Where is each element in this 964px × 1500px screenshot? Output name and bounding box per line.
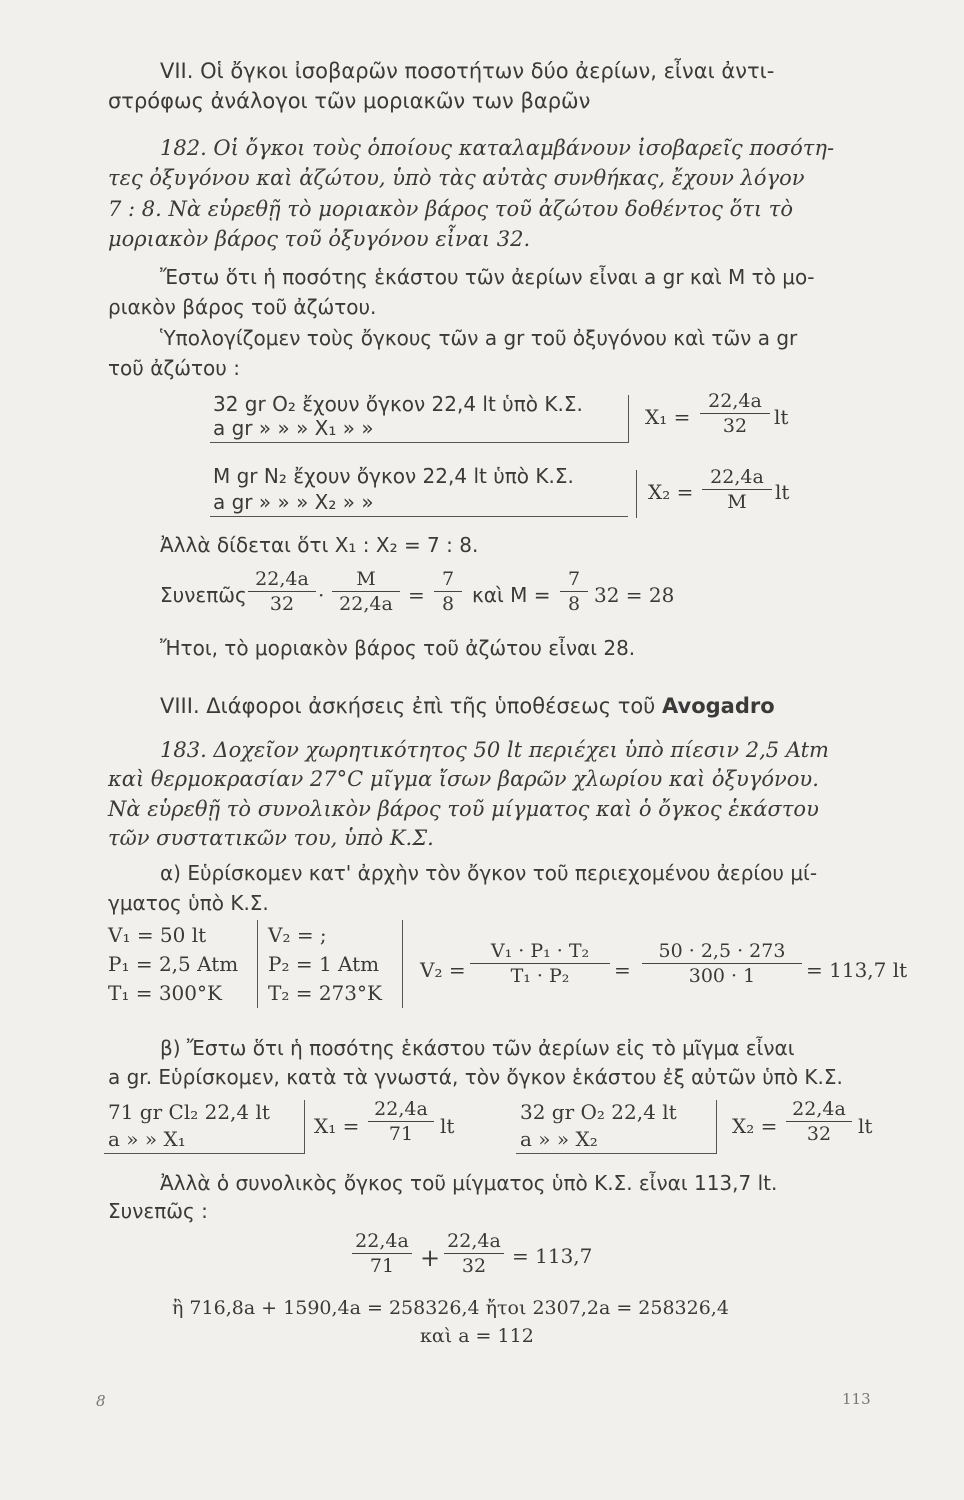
fraction-denominator: 8 bbox=[567, 593, 581, 615]
fraction-bar bbox=[560, 591, 588, 592]
fraction-denominator: M bbox=[727, 491, 747, 513]
x1-label: X₁ = bbox=[645, 405, 691, 429]
consequently-label: Συνεπῶς bbox=[160, 583, 247, 607]
fraction-bar bbox=[702, 489, 772, 490]
fraction-denominator: 32 bbox=[722, 415, 748, 437]
fraction-numerator: 22,4a bbox=[374, 1098, 428, 1120]
p2-value: P₂ = 1 Atm bbox=[268, 952, 380, 976]
section-8-title-text: VIII. Διάφοροι ἀσκήσεις ἐπὶ τῆς ὑποθέσεως τοῦ bbox=[160, 694, 656, 718]
oxygen-row-1: 32 gr O₂ 22,4 lt bbox=[520, 1100, 677, 1124]
problem-183-line-3: Νὰ εὑρεθῇ τὸ συνολικὸν βάρος τοῦ μίγματος καὶ ὁ ὄγκος ἑκάστου bbox=[108, 797, 819, 821]
unit-lt: lt bbox=[440, 1114, 455, 1138]
fraction-numerator: 22,4a bbox=[792, 1098, 846, 1120]
fraction-bar bbox=[444, 1253, 504, 1254]
fraction-denominator: 8 bbox=[441, 593, 455, 615]
chlorine-fraction bbox=[368, 1098, 434, 1145]
problem-182-line-4: μοριακὸν βάρος τοῦ ὀξυγόνου εἶναι 32. bbox=[108, 227, 531, 251]
equals-sign: = bbox=[408, 583, 425, 607]
table-divider bbox=[716, 1100, 717, 1154]
p1-value: P₁ = 2,5 Atm bbox=[108, 952, 239, 976]
unit-lt: lt bbox=[775, 480, 790, 504]
problem-183-line-1: 183. Δοχεῖον χωρητικότητος 50 lt περιέχει ὑπὸ πίεσιν 2,5 Atm bbox=[160, 738, 829, 762]
gas-law-fraction bbox=[470, 940, 610, 987]
fraction-denominator: 32 bbox=[806, 1123, 832, 1145]
problem-182-line-3: 7 : 8. Νὰ εὑρεθῇ τὸ μοριακὸν βάρος τοῦ ἀζώτου δοθέντος ὅτι τὸ bbox=[108, 197, 794, 221]
v2-value: V₂ = ; bbox=[268, 923, 327, 947]
table-divider bbox=[304, 1100, 305, 1154]
fraction-denominator: 22,4a bbox=[339, 593, 393, 615]
section-7-title-line-1: VII. Οἱ ὄγκοι ἰσοβαρῶν ποσοτήτων δύο ἀερίων, εἶναι ἀντι- bbox=[160, 59, 775, 83]
solution-182-line-3: Ὑπολογίζομεν τοὺς ὄγκους τῶν a gr τοῦ ὀξυγόνου καὶ τῶν a gr bbox=[160, 326, 798, 350]
solution-183-b-line-1: β) Ἔστω ὅτι ἡ ποσότης ἑκάστου τῶν ἀερίων εἰς τὸ μῖγμα εἶναι bbox=[160, 1036, 795, 1060]
footer-left-mark: 8 bbox=[96, 1392, 106, 1410]
answer-183: καὶ a = 112 bbox=[420, 1325, 534, 1347]
sum-result: = 113,7 bbox=[512, 1244, 593, 1268]
gas-law-result: = 113,7 lt bbox=[806, 958, 908, 982]
answer-182: Ἤτοι, τὸ μοριακὸν βάρος τοῦ ἀζώτου εἶναι 28. bbox=[160, 636, 636, 660]
solution-182-line-4: τοῦ ἀζώτου : bbox=[108, 356, 240, 380]
fraction-numerator: 22,4a bbox=[710, 466, 764, 488]
x2-label: X₂ = bbox=[732, 1114, 778, 1138]
oxygen-row-2: a » » X₂ bbox=[520, 1127, 598, 1151]
fraction-numerator: 50 · 2,5 · 273 bbox=[658, 940, 786, 962]
section-8-title-bold: Avogadro bbox=[662, 694, 775, 718]
equation-fraction-2 bbox=[332, 568, 400, 615]
solution-183-a-line-2: γματος ὑπὸ Κ.Σ. bbox=[108, 891, 269, 915]
unit-lt: lt bbox=[774, 405, 789, 429]
t2-value: T₂ = 273°K bbox=[268, 981, 382, 1005]
sum-fraction-1 bbox=[352, 1230, 412, 1277]
fraction-denominator: T₁ · P₂ bbox=[510, 965, 570, 987]
solution-183-a-line-1: α) Εὑρίσκομεν κατ' ἀρχὴν τὸν ὄγκον τοῦ περιεχομένου ἀερίου μί- bbox=[160, 861, 818, 885]
fraction-bar bbox=[470, 963, 610, 964]
fraction-numerator: 22,4a bbox=[355, 1230, 409, 1252]
t1-value: T₁ = 300°K bbox=[108, 981, 222, 1005]
fraction-numerator: 22,4a bbox=[255, 568, 309, 590]
table-divider bbox=[257, 920, 258, 1008]
nitrogen-volume-row-2: a gr » » » X₂ » » bbox=[213, 490, 374, 514]
fraction-bar bbox=[368, 1121, 434, 1122]
fraction-bar bbox=[700, 413, 770, 414]
equation-fraction-3 bbox=[434, 568, 462, 615]
table-underline bbox=[210, 442, 628, 443]
fraction-numerator: M bbox=[356, 568, 376, 590]
chlorine-row-1: 71 gr Cl₂ 22,4 lt bbox=[108, 1100, 270, 1124]
ratio-given-line: Ἀλλὰ δίδεται ὅτι X₁ : X₂ = 7 : 8. bbox=[160, 533, 479, 557]
table-divider bbox=[636, 470, 637, 518]
fraction-bar bbox=[434, 591, 462, 592]
x1-fraction bbox=[700, 390, 770, 437]
fraction-numerator: 7 bbox=[567, 568, 581, 590]
problem-182-line-2: τες ὀξυγόνου καὶ ἀζώτου, ὑπὸ τὰς αὐτὰς συνθήκας, ἔχουν λόγον bbox=[108, 166, 805, 190]
consequently-line: Συνεπῶς : bbox=[108, 1199, 208, 1223]
chlorine-row-2: a » » X₁ bbox=[108, 1127, 186, 1151]
fraction-numerator: 22,4a bbox=[447, 1230, 501, 1252]
total-volume-line: Ἀλλὰ ὁ συνολικὸς ὄγκος τοῦ μίγματος ὑπὸ Κ.Σ. εἶναι 113,7 lt. bbox=[160, 1171, 778, 1195]
fraction-numerator: 22,4a bbox=[708, 390, 762, 412]
equation-fraction-4 bbox=[560, 568, 588, 615]
oxygen-volume-row-1: 32 gr O₂ ἔχουν ὄγκον 22,4 lt ὑπὸ Κ.Σ. bbox=[213, 392, 583, 416]
x2-fraction bbox=[702, 466, 772, 513]
equation-fraction-1 bbox=[248, 568, 316, 615]
solution-182-line-2: ριακὸν βάρος τοῦ ἀζώτου. bbox=[108, 295, 377, 319]
solution-182-line-1: Ἔστω ὅτι ἡ ποσότης ἑκάστου τῶν ἀερίων εἶναι a gr καὶ M τὸ μο- bbox=[160, 265, 815, 289]
fraction-numerator: 7 bbox=[441, 568, 455, 590]
oxygen-volume-row-2: a gr » » » X₁ » » bbox=[213, 416, 374, 440]
and-m-equals: καὶ M = bbox=[472, 583, 551, 607]
section-8-title bbox=[160, 693, 775, 719]
multiply-dot: · bbox=[318, 583, 325, 607]
x2-label: X₂ = bbox=[648, 480, 694, 504]
sum-fraction-2 bbox=[444, 1230, 504, 1277]
fraction-numerator: V₁ · P₁ · T₂ bbox=[490, 940, 590, 962]
fraction-denominator: 300 · 1 bbox=[688, 965, 756, 987]
fraction-bar bbox=[248, 591, 316, 592]
problem-183-line-4: τῶν συστατικῶν του, ὑπὸ Κ.Σ. bbox=[108, 826, 434, 850]
problem-183-line-2: καὶ θερμοκρασίαν 27°C μῖγμα ἴσων βαρῶν χλωρίου καὶ ὀξυγόνου. bbox=[108, 767, 819, 791]
table-underline bbox=[516, 1153, 716, 1154]
equals-sign: = bbox=[614, 958, 631, 982]
unit-lt: lt bbox=[858, 1114, 873, 1138]
table-divider bbox=[402, 920, 403, 1008]
table-divider bbox=[628, 395, 629, 443]
v1-value: V₁ = 50 lt bbox=[108, 923, 207, 947]
equation-result: 32 = 28 bbox=[594, 583, 675, 607]
plus-sign: + bbox=[420, 1244, 441, 1272]
nitrogen-volume-row-1: M gr N₂ ἔχουν ὄγκον 22,4 lt ὑπὸ Κ.Σ. bbox=[213, 464, 574, 488]
fraction-bar bbox=[332, 591, 400, 592]
fraction-denominator: 32 bbox=[269, 593, 295, 615]
v2-equals: V₂ = bbox=[420, 958, 466, 982]
fraction-bar bbox=[642, 963, 802, 964]
solution-183-b-line-2: a gr. Εὑρίσκομεν, κατὰ τὰ γνωστά, τὸν ὄγκον ἑκάστου ἐξ αὐτῶν ὑπὸ Κ.Σ. bbox=[108, 1065, 843, 1089]
fraction-denominator: 71 bbox=[369, 1255, 395, 1277]
fraction-bar bbox=[352, 1253, 412, 1254]
gas-law-values-fraction bbox=[642, 940, 802, 987]
section-7-title-line-2: στρόφως ἀνάλογοι τῶν μοριακῶν των βαρῶν bbox=[108, 89, 591, 113]
oxygen-fraction bbox=[786, 1098, 852, 1145]
problem-182-line-1: 182. Οἱ ὄγκοι τοὺς ὁποίους καταλαμβάνουν ἰσοβαρεῖς ποσότη- bbox=[160, 136, 835, 160]
table-underline bbox=[104, 1153, 304, 1154]
fraction-denominator: 71 bbox=[388, 1123, 414, 1145]
algebra-line: ἢ 716,8a + 1590,4a = 258326,4 ἤτοι 2307,2a = 258326,4 bbox=[172, 1297, 729, 1319]
fraction-bar bbox=[786, 1121, 852, 1122]
page-number: 113 bbox=[842, 1390, 871, 1408]
x1-label: X₁ = bbox=[314, 1114, 360, 1138]
fraction-denominator: 32 bbox=[461, 1255, 487, 1277]
table-underline bbox=[210, 516, 628, 517]
